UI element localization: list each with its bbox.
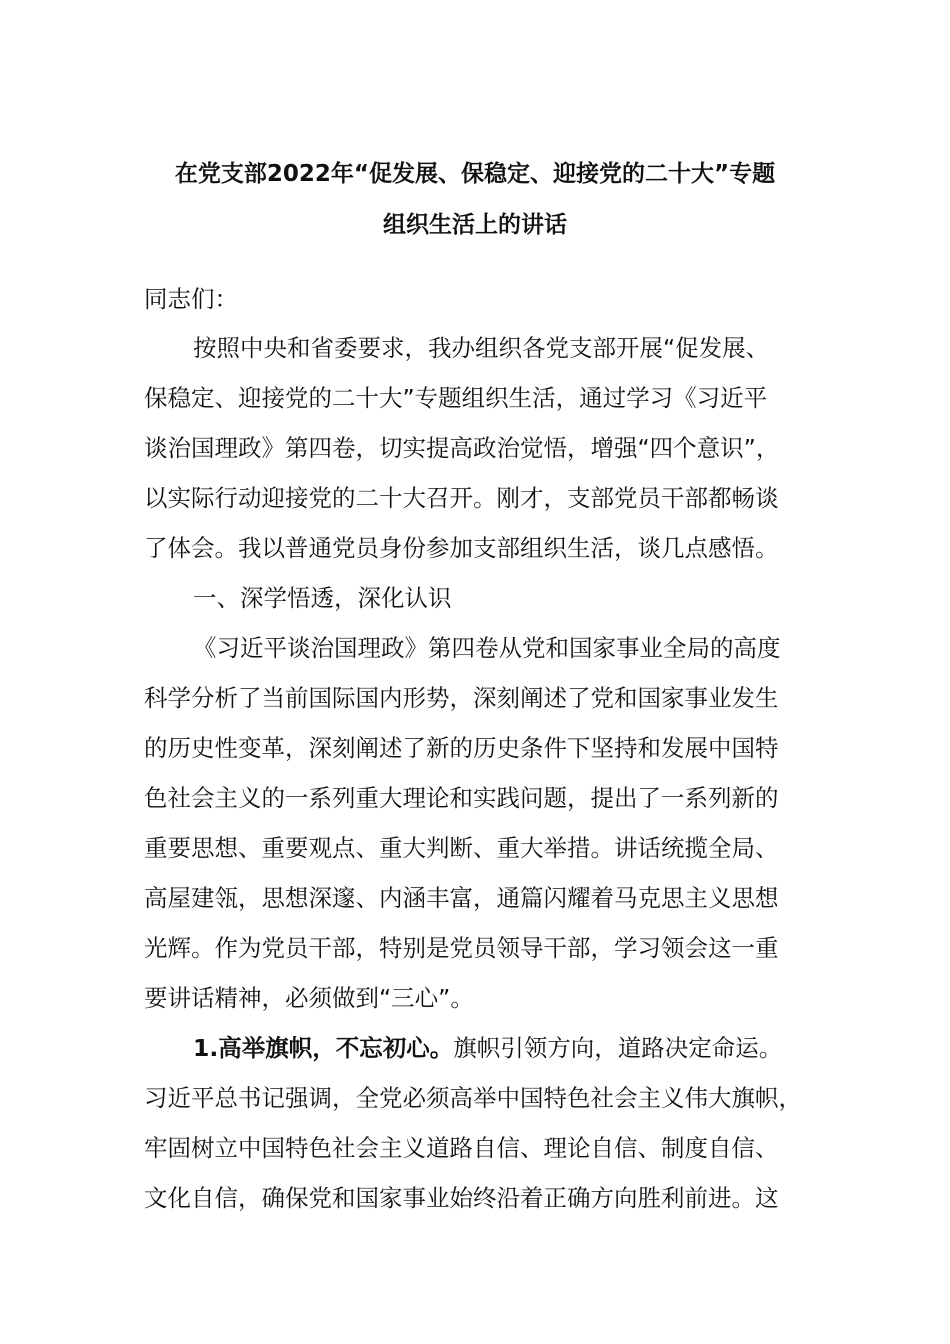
point-1-line: 文化自信，确保党和国家事业始终沿着正确方向胜利前进。这 (144, 1184, 779, 1212)
paragraph-2-line: 的历史性变革，深刻阐述了新的历史条件下坚持和发展中国特 (144, 734, 779, 762)
paragraph-1-line: 谈治国理政》第四卷，切实提高政治觉悟，增强“四个意识”， (144, 434, 780, 462)
paragraph-2-line: 光辉。作为党员干部，特别是党员领导干部，学习领会这一重 (144, 934, 779, 962)
document-title-line-1: 在党支部2022年“促发展、保稳定、迎接党的二十大”专题 (174, 161, 776, 187)
document-title-line-2: 组织生活上的讲话 (383, 212, 567, 238)
paragraph-2-line: 重要思想、重要观点、重大判断、重大举措。讲话统揽全局、 (144, 834, 779, 862)
point-1-line: 牢固树立中国特色社会主义道路自信、理论自信、制度自信、 (144, 1134, 779, 1162)
paragraph-2-line: 高屋建瓴，思想深邃、内涵丰富，通篇闪耀着马克思主义思想 (144, 884, 779, 912)
paragraph-2-line: 色社会主义的一系列重大理论和实践问题，提出了一系列新的 (144, 784, 779, 812)
section-heading-1: 一、深学悟透，深化认识 (193, 584, 452, 612)
paragraph-1-line: 按照中央和省委要求，我办组织各党支部开展“促发展、 (193, 334, 770, 362)
paragraph-1-line: 保稳定、迎接党的二十大”专题组织生活，通过学习《习近平 (144, 384, 768, 412)
paragraph-1-line: 了体会。我以普通党员身份参加支部组织生活，谈几点感悟。 (144, 534, 779, 562)
salutation: 同志们： (144, 285, 238, 313)
point-1-line: 习近平总书记强调，全党必须高举中国特色社会主义伟大旗帜， (144, 1084, 802, 1112)
point-1-first-line (193, 1032, 782, 1064)
paragraph-2-line: 《习近平谈治国理政》第四卷从党和国家事业全局的高度 (193, 634, 781, 662)
point-1-first-line-rest: 旗帜引领方向，道路决定命运。 (453, 1034, 783, 1062)
paragraph-2-line: 科学分析了当前国际国内形势，深刻阐述了党和国家事业发生 (144, 684, 779, 712)
point-1-lead: 1.高举旗帜，不忘初心。 (193, 1034, 454, 1062)
paragraph-2-line: 要讲话精神，必须做到“三心”。 (144, 984, 474, 1012)
paragraph-1-line: 以实际行动迎接党的二十大召开。刚才，支部党员干部都畅谈 (144, 484, 779, 512)
